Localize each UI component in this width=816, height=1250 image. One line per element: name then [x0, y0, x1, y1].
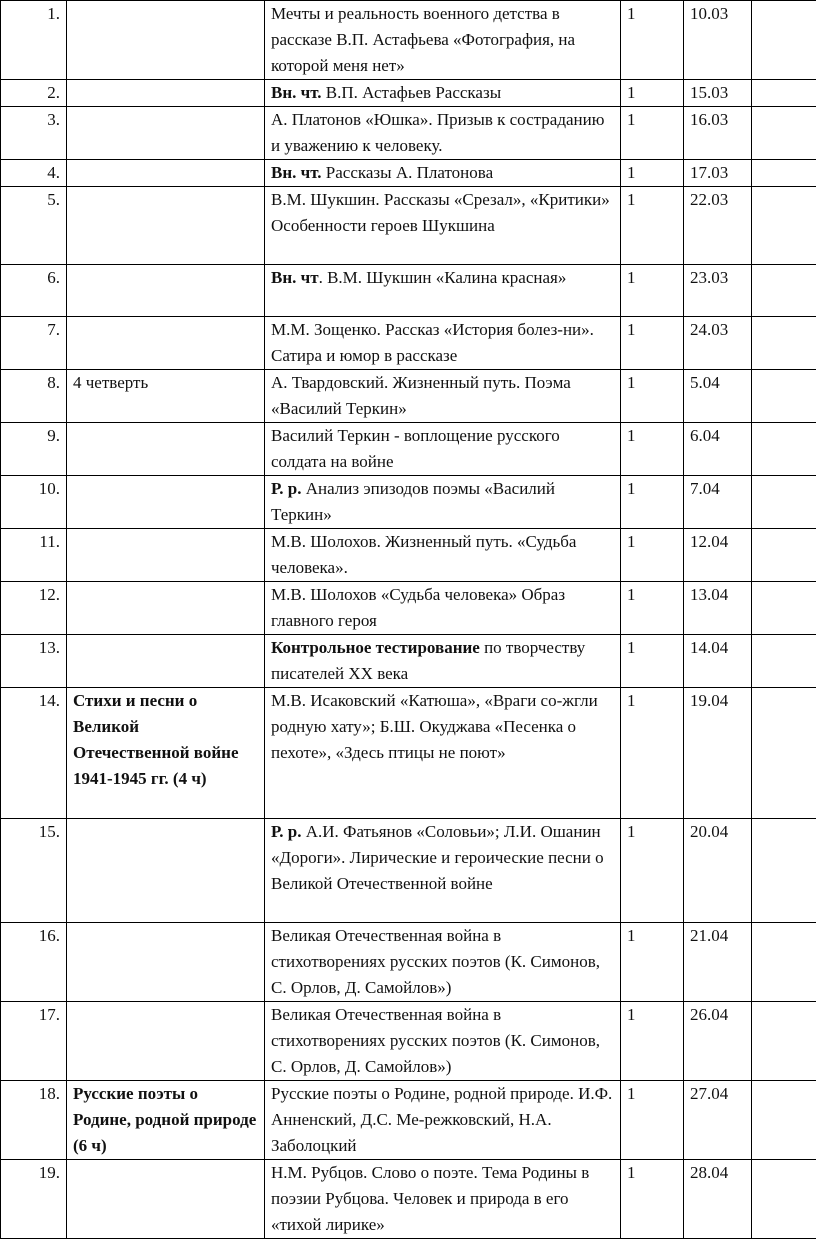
lesson-topic-text: М.В. Исаковский «Катюша», «Враги со-жгли родную хату»; Б.Ш. Окуджава «Песенка о пехоте», «Здесь птицы не поют»	[271, 691, 598, 762]
lesson-number: 18.	[1, 1081, 67, 1160]
lesson-topic-text: Великая Отечественная война в стихотворениях русских поэтов (К. Симонов, С. Орлов, Д. Самойлов»)	[271, 926, 600, 997]
lesson-number: 7.	[1, 317, 67, 370]
section-title	[67, 80, 265, 107]
lesson-hours: 1	[621, 317, 684, 370]
lesson-number: 8.	[1, 370, 67, 423]
lesson-topic	[265, 80, 621, 107]
lesson-type-label: Вн. чт.	[271, 83, 322, 102]
lesson-hours: 1	[621, 1160, 684, 1239]
lesson-date: 10.03	[684, 1, 752, 80]
lesson-hours: 1	[621, 160, 684, 187]
lesson-topic-text: Василий Теркин - воплощение русского солдата на войне	[271, 426, 560, 471]
section-title	[67, 187, 265, 265]
lesson-hours: 1	[621, 80, 684, 107]
lesson-date: 17.03	[684, 160, 752, 187]
lesson-hours: 1	[621, 1002, 684, 1081]
lesson-number: 9.	[1, 423, 67, 476]
section-title	[67, 635, 265, 688]
table-row	[1, 1081, 816, 1160]
table-row	[1, 1002, 816, 1081]
lesson-topic	[265, 1081, 621, 1160]
lesson-type-label: Контрольное тестирование	[271, 638, 480, 657]
lesson-topic	[265, 582, 621, 635]
lesson-date: 24.03	[684, 317, 752, 370]
lesson-hours: 1	[621, 107, 684, 160]
lesson-topic-text: В.М. Шукшин. Рассказы «Срезал», «Критики» Особенности героев Шукшина	[271, 190, 610, 235]
section-title	[67, 819, 265, 923]
actual-date-cell	[752, 529, 816, 582]
lesson-topic	[265, 370, 621, 423]
actual-date-cell	[752, 107, 816, 160]
actual-date-cell	[752, 1002, 816, 1081]
table-row	[1, 265, 816, 317]
lesson-hours: 1	[621, 582, 684, 635]
table-row	[1, 160, 816, 187]
section-title	[67, 582, 265, 635]
lesson-number: 17.	[1, 1002, 67, 1081]
actual-date-cell	[752, 265, 816, 317]
table-row	[1, 187, 816, 265]
lesson-hours: 1	[621, 819, 684, 923]
actual-date-cell	[752, 423, 816, 476]
lesson-hours: 1	[621, 187, 684, 265]
section-title: Стихи и песни о Великой Отечественной войне 1941-1945 гг. (4 ч)	[67, 688, 265, 819]
lesson-topic	[265, 819, 621, 923]
lesson-number: 16.	[1, 923, 67, 1002]
table-row	[1, 582, 816, 635]
lesson-number: 12.	[1, 582, 67, 635]
lesson-number: 3.	[1, 107, 67, 160]
lesson-date: 23.03	[684, 265, 752, 317]
lesson-date: 22.03	[684, 187, 752, 265]
actual-date-cell	[752, 582, 816, 635]
lesson-hours: 1	[621, 423, 684, 476]
lesson-topic-text: Мечты и реальность военного детства в рассказе В.П. Астафьева «Фотография, на которой меня нет»	[271, 4, 576, 75]
actual-date-cell	[752, 1081, 816, 1160]
lesson-topic-text: М.В. Шолохов «Судьба человека» Образ главного героя	[271, 585, 566, 630]
lesson-topic-text: Рассказы А. Платонова	[321, 163, 494, 182]
lesson-date: 15.03	[684, 80, 752, 107]
section-title	[67, 1, 265, 80]
actual-date-cell	[752, 160, 816, 187]
lesson-topic	[265, 1, 621, 80]
lesson-topic	[265, 265, 621, 317]
lesson-date: 27.04	[684, 1081, 752, 1160]
actual-date-cell	[752, 819, 816, 923]
lesson-topic-text: А.И. Фатьянов «Соловьи»; Л.И. Ошанин «Дороги». Лирические и героические песни о Великой Отечественной войне	[271, 822, 604, 893]
lesson-type-label: Р. р.	[271, 822, 302, 841]
lesson-topic-text: А. Платонов «Юшка». Призыв к состраданию и уважению к человеку.	[271, 110, 605, 155]
lesson-topic-text: Н.М. Рубцов. Слово о поэте. Тема Родины в поэзии Рубцова. Человек и природа в его «тихой лирике»	[271, 1163, 590, 1234]
lesson-number: 6.	[1, 265, 67, 317]
lesson-topic-text: М.В. Шолохов. Жизненный путь. «Судьба человека».	[271, 532, 577, 577]
lesson-number: 11.	[1, 529, 67, 582]
lesson-topic	[265, 1002, 621, 1081]
lesson-topic	[265, 160, 621, 187]
actual-date-cell	[752, 317, 816, 370]
lesson-topic	[265, 635, 621, 688]
lesson-hours: 1	[621, 529, 684, 582]
table-row	[1, 819, 816, 923]
lesson-hours: 1	[621, 1, 684, 80]
actual-date-cell	[752, 923, 816, 1002]
lesson-date: 5.04	[684, 370, 752, 423]
actual-date-cell	[752, 635, 816, 688]
table-row	[1, 476, 816, 529]
lesson-hours: 1	[621, 635, 684, 688]
section-title	[67, 1002, 265, 1081]
lesson-topic	[265, 107, 621, 160]
table-row	[1, 688, 816, 819]
table-row	[1, 1, 816, 80]
lesson-topic	[265, 1160, 621, 1239]
table-row	[1, 529, 816, 582]
lesson-topic	[265, 688, 621, 819]
lesson-date: 6.04	[684, 423, 752, 476]
actual-date-cell	[752, 688, 816, 819]
section-title	[67, 529, 265, 582]
lesson-topic-text: Русские поэты о Родине, родной природе. И.Ф. Анненский, Д.С. Ме-режковский, Н.А. Заболоцкий	[271, 1084, 613, 1155]
lesson-date: 13.04	[684, 582, 752, 635]
section-title	[67, 107, 265, 160]
lesson-date: 21.04	[684, 923, 752, 1002]
table-row	[1, 317, 816, 370]
lesson-date: 12.04	[684, 529, 752, 582]
table-row	[1, 1160, 816, 1239]
lesson-date: 16.03	[684, 107, 752, 160]
lesson-topic	[265, 529, 621, 582]
lesson-topic	[265, 317, 621, 370]
lesson-topic	[265, 187, 621, 265]
lesson-topic	[265, 476, 621, 529]
lesson-number: 14.	[1, 688, 67, 819]
lesson-date: 26.04	[684, 1002, 752, 1081]
lesson-topic-text: А. Твардовский. Жизненный путь. Поэма «Василий Теркин»	[271, 373, 571, 418]
table-row	[1, 80, 816, 107]
lesson-topic-text: В.П. Астафьев Рассказы	[321, 83, 502, 102]
table-row	[1, 423, 816, 476]
section-title	[67, 265, 265, 317]
lesson-topic-text: Анализ эпизодов поэмы «Василий Теркин»	[271, 479, 555, 524]
lesson-topic-text: Великая Отечественная война в стихотворениях русских поэтов (К. Симонов, С. Орлов, Д. Самойлов»)	[271, 1005, 600, 1076]
lesson-number: 1.	[1, 1, 67, 80]
lesson-hours: 1	[621, 923, 684, 1002]
lesson-plan-body	[1, 1, 816, 1239]
actual-date-cell	[752, 1160, 816, 1239]
table-row	[1, 370, 816, 423]
lesson-number: 2.	[1, 80, 67, 107]
actual-date-cell	[752, 80, 816, 107]
table-row	[1, 107, 816, 160]
lesson-number: 10.	[1, 476, 67, 529]
lesson-type-label: Р. р.	[271, 479, 302, 498]
lesson-topic-text: . В.М. Шукшин «Калина красная»	[318, 268, 567, 287]
table-row	[1, 923, 816, 1002]
lesson-number: 4.	[1, 160, 67, 187]
lesson-type-label: Вн. чт.	[271, 163, 322, 182]
lesson-topic-text: М.М. Зощенко. Рассказ «История болез-ни». Сатира и юмор в рассказе	[271, 320, 594, 365]
section-title	[67, 160, 265, 187]
section-title: Русские поэты о Родине, родной природе (6 ч)	[67, 1081, 265, 1160]
lesson-number: 19.	[1, 1160, 67, 1239]
section-title	[67, 317, 265, 370]
table-row	[1, 635, 816, 688]
lesson-hours: 1	[621, 1081, 684, 1160]
lesson-topic-text: по творчеству писателей XX века	[271, 638, 586, 683]
lesson-topic	[265, 923, 621, 1002]
section-title	[67, 923, 265, 1002]
lesson-date: 14.04	[684, 635, 752, 688]
lesson-hours: 1	[621, 688, 684, 819]
lesson-number: 13.	[1, 635, 67, 688]
lesson-topic	[265, 423, 621, 476]
lesson-hours: 1	[621, 370, 684, 423]
section-title	[67, 1160, 265, 1239]
lesson-date: 19.04	[684, 688, 752, 819]
section-title: 4 четверть	[67, 370, 265, 423]
lesson-hours: 1	[621, 476, 684, 529]
actual-date-cell	[752, 370, 816, 423]
actual-date-cell	[752, 1, 816, 80]
lesson-date: 28.04	[684, 1160, 752, 1239]
actual-date-cell	[752, 187, 816, 265]
lesson-hours: 1	[621, 265, 684, 317]
lesson-type-label: Вн. чт	[271, 268, 319, 287]
lesson-date: 7.04	[684, 476, 752, 529]
actual-date-cell	[752, 476, 816, 529]
lesson-date: 20.04	[684, 819, 752, 923]
section-title	[67, 476, 265, 529]
lesson-number: 5.	[1, 187, 67, 265]
section-title	[67, 423, 265, 476]
lesson-number: 15.	[1, 819, 67, 923]
